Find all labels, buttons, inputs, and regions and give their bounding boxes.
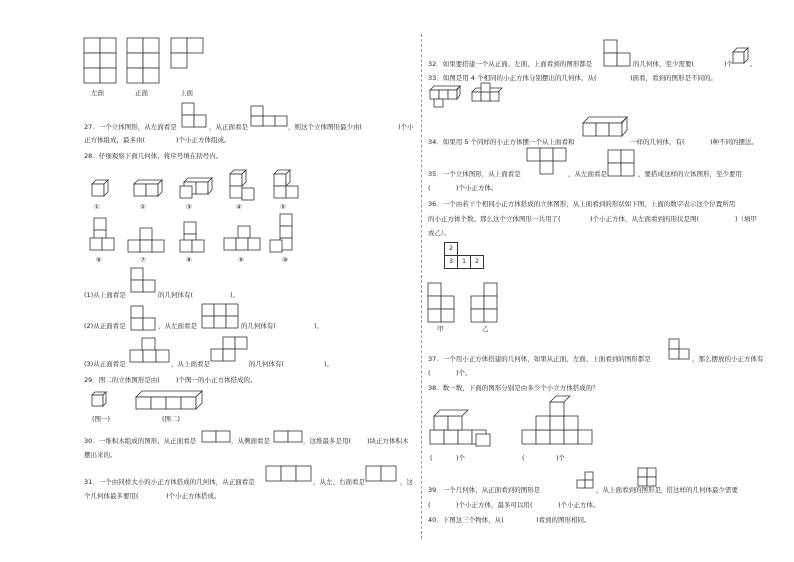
q28-solids-row1 <box>88 168 298 204</box>
q36-line2: 的小正方体个数。那么这个立体图形一共用了( <box>428 215 561 223</box>
q27-text-1: 27．一个立体图形，从左面看是 <box>84 123 177 131</box>
q30-front-view <box>202 431 230 443</box>
q37-view-figure <box>669 339 691 361</box>
q29-figures <box>92 391 212 411</box>
q34-text-1: 34．如果用 5 个同样的小正方体摆一个从上面看和 <box>428 138 575 146</box>
q37-text-1: 37．一个用小正方体搭建的几何体，如果从正面、左面、上面看到的图形都是 <box>428 355 651 363</box>
q36-grid-cell-2: 1 <box>457 255 471 269</box>
q33-text-2: )面看，看到的图形是不同的。 <box>630 74 718 82</box>
q28-num-6: ⑥ <box>96 256 102 264</box>
q39-text-3: ，搭这样的几何体最少需要 <box>660 486 738 494</box>
q27-front-view <box>251 106 287 130</box>
column-divider <box>421 34 422 539</box>
q29-fig2-label: (图二) <box>162 415 181 423</box>
q32-cube-icon <box>733 48 749 64</box>
q30-text-1: 30．一堆积木组成的图形，从正面看是 <box>84 437 197 445</box>
q30-text-3: ，这堆最多是用( <box>303 437 352 445</box>
q37-text-2: ，那么摆放的小正方体有 <box>692 355 764 363</box>
q28-s3-text-c: 的几何体有( <box>249 360 285 368</box>
front-view-label: 正面 <box>135 89 148 97</box>
q27-left-view <box>182 103 208 129</box>
q33-solids <box>430 86 520 110</box>
q39-text-2: ，从上面看到的图形是 <box>596 486 661 494</box>
q36-line2b: )个小正方体，从左面看到的形状是图( <box>590 215 700 223</box>
q28-s3-front-view <box>130 338 170 366</box>
q39-text-6: )个小正方体。 <box>558 501 600 509</box>
q32-view-figure <box>604 40 632 68</box>
q34-text-2: 一样的几何体，有( <box>630 138 685 146</box>
q27-text-2: ，从正面看是 <box>209 123 248 131</box>
q28-s2-left-view <box>202 304 240 330</box>
q35-text-5: )个小正方体。 <box>456 184 498 192</box>
q31-text-1: 31．一个由同样大小的小正方体搭成的几何体，从正面看是 <box>84 478 255 486</box>
q36-grid-cell-1: 3 <box>444 255 458 269</box>
q28-s2-text-d: )。 <box>314 322 324 330</box>
q28-s1-top-view <box>131 268 157 294</box>
q35-top-view <box>527 148 567 178</box>
q28-num-3: ③ <box>186 203 192 211</box>
q28-s3-text-d: )。 <box>324 360 334 368</box>
q35-text-1: 35．一个立体图形，从上面看是 <box>428 170 521 178</box>
q28-title: 28．仔细观察下面几何体，将序号填在括号内。 <box>84 152 223 160</box>
q28-num-2: ② <box>140 203 146 211</box>
q28-s3-top-view <box>211 337 249 365</box>
q39-text-1: 39．一个几何体，从正面看到的图形是 <box>428 486 541 494</box>
q38-figure-b <box>522 396 598 450</box>
q36-grid-cell-top: 2 <box>444 242 458 256</box>
q28-s1-text-c: )。 <box>230 291 240 299</box>
q30-text-2: ，从侧面看是 <box>231 437 270 445</box>
left-view-label: 左面 <box>91 89 104 97</box>
q32-text-3: )个 <box>724 60 734 68</box>
q28-s2-text-a: (2)从正面看是 <box>84 322 126 330</box>
q27-text-3: ，则这个立体图形最少由( <box>288 123 363 131</box>
front-view-figure <box>127 38 159 84</box>
q36-line2c: )（填甲 <box>735 215 758 223</box>
q28-s1-text-a: (1)从上面看是 <box>84 291 126 299</box>
q37-text-3: ( <box>428 369 431 377</box>
q36-grid-cell-3: 2 <box>470 255 484 269</box>
q40-text-2: )看到的图形相同。 <box>536 516 591 524</box>
q29-text: 29．图二的立体图形是由( <box>84 376 160 384</box>
q38-text: 38．数一数，下面的图形分别是由多少个小立方体搭成的？ <box>428 384 599 392</box>
q38-answer-b-close: )个 <box>556 454 566 462</box>
q27-text-4: )个小 <box>398 123 414 131</box>
q38-answer-a-close: )个 <box>456 454 466 462</box>
q36-option-a <box>428 283 458 323</box>
q34-text-3: )种不同的摆法。 <box>710 138 759 146</box>
q32-text-2: 的几何体，至少需要( <box>633 60 695 68</box>
q38-figure-a <box>430 410 510 450</box>
q31-side-view <box>366 466 398 482</box>
q29-text2: )个图一的小正方体搭成的。 <box>176 376 257 384</box>
q40-text-1: 40．下图这三个物体，从( <box>428 516 504 524</box>
q35-left-view <box>608 150 636 178</box>
q39-front-view <box>577 472 595 490</box>
q30-text-5: 摆出来的。 <box>84 451 117 459</box>
q28-solids-row2 <box>88 214 298 254</box>
q35-text-3: ，要搭成这样的立体图形，至少要用 <box>638 170 742 178</box>
q39-top-view <box>638 468 658 488</box>
q31-text-2: ，从左、右面看是 <box>313 478 365 486</box>
q36-option-b <box>471 283 501 323</box>
q36-label-a: 甲 <box>437 325 444 333</box>
left-view-figure <box>84 38 116 84</box>
q36-line3: 或乙）。 <box>428 229 451 237</box>
q36-line1: 36．一个由若干个相同小正方体搭成的立体图形，从上面看到的形状如下图，上面的数字表示这个位置所用 <box>428 200 736 208</box>
q30-side-view <box>274 431 302 443</box>
q37-text-4: )个。 <box>456 369 472 377</box>
q33-text-1: 33．如图是用 4 个相同的小正方体分别摆出的几何体，从( <box>428 74 597 82</box>
top-view-figure <box>171 38 203 70</box>
q34-view-figure <box>583 117 629 145</box>
q27-text-6: )个小正方体组成。 <box>176 136 231 144</box>
q38-answer-b-open: ( <box>522 454 525 462</box>
q29-fig1-label: (图一) <box>92 415 111 423</box>
q28-num-5: ⑤ <box>280 203 286 211</box>
q36-label-b: 乙 <box>482 325 489 333</box>
top-view-label: 上面 <box>180 89 193 97</box>
q31-text-5: )个小正方体搭成。 <box>166 492 221 500</box>
q39-text-5: )个小正方体，最多可以用( <box>456 501 533 509</box>
q30-text-4: )块正方体积木 <box>367 437 409 445</box>
q28-s2-text-b: ，从左面看是 <box>158 322 197 330</box>
q35-text-2: ，从左面看是 <box>568 170 607 178</box>
q27-text-5: 正方体组成，最多由( <box>84 136 146 144</box>
q28-num-1: ① <box>94 203 100 211</box>
q28-num-4: ④ <box>236 203 242 211</box>
q32-text-1: 32．如果要搭建一个从正面、左面、上面看到的图形都是 <box>428 60 593 68</box>
q32-text-4: 。 <box>750 60 757 68</box>
q39-text-4: ( <box>428 501 431 509</box>
q28-num-8: ⑧ <box>186 256 192 264</box>
q28-num-10: ⑩ <box>282 256 288 264</box>
q28-s3-text-a: (3)从正面看是 <box>84 360 126 368</box>
q31-text-4: 个几何体最多要用( <box>84 492 139 500</box>
q28-num-7: ⑦ <box>140 256 146 264</box>
q28-s1-text-b: 的几何体有( <box>158 291 194 299</box>
q28-num-9: ⑨ <box>238 256 244 264</box>
q28-s3-text-b: ，从上面看是 <box>171 360 210 368</box>
q28-s2-front-view <box>131 306 157 332</box>
q31-text-3: ，这 <box>400 478 413 486</box>
q31-front-view <box>266 466 312 482</box>
q28-s2-text-c: 的几何体有( <box>241 322 277 330</box>
q35-text-4: ( <box>428 184 431 192</box>
q38-answer-a-open: ( <box>430 454 433 462</box>
